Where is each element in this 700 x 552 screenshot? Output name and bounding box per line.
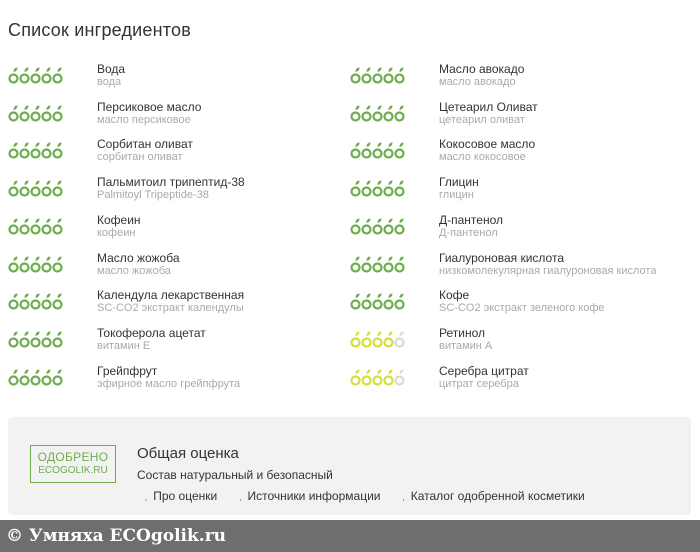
- rating-leaves: [8, 104, 63, 124]
- ingredient-inci: витамин Е: [97, 340, 151, 352]
- ingredient-inci: масло кокосовое: [439, 151, 526, 163]
- ingredient-name: Масло авокадо: [439, 62, 525, 76]
- ingredient-inci: низкомолекулярная гиалуроновая кислота: [439, 265, 657, 277]
- ingredient-name: Д-пантенол: [439, 213, 503, 227]
- leaf-icon: [41, 66, 52, 86]
- leaf-icon: [383, 368, 394, 388]
- leaf-icon: [19, 179, 30, 199]
- ingredient-name: Пальмитоил трипептид-38: [97, 175, 245, 189]
- leaf-icon: [350, 330, 361, 350]
- rating-leaves: [350, 66, 405, 86]
- ingredient-item[interactable]: [97, 326, 357, 353]
- leaf-icon: [383, 255, 394, 275]
- leaf-icon: [350, 66, 361, 86]
- leaf-icon: [383, 66, 394, 86]
- leaf-icon: [19, 217, 30, 237]
- ingredient-name: Сорбитан оливат: [97, 137, 193, 151]
- info-links: [145, 489, 585, 503]
- ingredient-item[interactable]: [439, 251, 699, 278]
- leaf-icon: [52, 141, 63, 161]
- ingredient-inci: масло авокадо: [439, 76, 516, 88]
- leaf-icon: [41, 104, 52, 124]
- ingredient-item[interactable]: [97, 62, 357, 89]
- leaf-icon: [394, 330, 405, 350]
- link-about-ratings[interactable]: ‚ Про оценки: [145, 489, 217, 503]
- link-approved-catalog[interactable]: ‚ Каталог одобренной косметики: [402, 489, 584, 503]
- ingredient-inci: масло жожоба: [97, 265, 171, 277]
- ingredient-item[interactable]: [97, 213, 357, 240]
- leaf-icon: [350, 104, 361, 124]
- leaf-icon: [350, 368, 361, 388]
- leaf-icon: [30, 217, 41, 237]
- leaf-icon: [8, 104, 19, 124]
- leaf-icon: [8, 330, 19, 350]
- leaf-icon: [52, 330, 63, 350]
- leaf-icon: [361, 66, 372, 86]
- ingredient-name: Кокосовое масло: [439, 137, 536, 151]
- ingredient-item[interactable]: [97, 364, 357, 391]
- leaf-icon: [383, 141, 394, 161]
- leaf-icon: [372, 292, 383, 312]
- leaf-icon: [383, 104, 394, 124]
- ingredient-inci: SC-CO2 экстракт зеленого кофе: [439, 302, 605, 314]
- ingredient-item[interactable]: [439, 175, 699, 202]
- leaf-icon: [372, 255, 383, 275]
- leaf-icon: [394, 104, 405, 124]
- leaf-icon: [372, 179, 383, 199]
- leaf-icon: [41, 255, 52, 275]
- rating-leaves: [350, 292, 405, 312]
- leaf-icon: [19, 141, 30, 161]
- leaf-icon: [8, 368, 19, 388]
- ingredient-inci: сорбитан оливат: [97, 151, 183, 163]
- leaf-icon: [8, 217, 19, 237]
- overall-rating-title: Общая оценка: [137, 445, 239, 462]
- leaf-icon: [350, 141, 361, 161]
- leaf-icon: [30, 368, 41, 388]
- stamp-line-2: ECOGOLIK.RU: [38, 465, 108, 476]
- leaf-icon: [372, 66, 383, 86]
- ingredient-inci: SC-CO2 экстракт календулы: [97, 302, 244, 314]
- leaf-icon: [394, 368, 405, 388]
- leaf-icon: [41, 330, 52, 350]
- leaf-icon: [361, 368, 372, 388]
- leaf-icon: [383, 292, 394, 312]
- approved-stamp: [30, 445, 116, 483]
- rating-leaves: [8, 368, 63, 388]
- leaf-icon: [361, 255, 372, 275]
- leaf-icon: [19, 330, 30, 350]
- leaf-icon: [30, 292, 41, 312]
- ingredient-item[interactable]: [439, 137, 699, 164]
- leaf-icon: [52, 66, 63, 86]
- ingredient-name: Масло жожоба: [97, 251, 180, 265]
- leaf-icon: [30, 141, 41, 161]
- leaf-icon: [361, 330, 372, 350]
- ingredient-item[interactable]: [439, 288, 699, 315]
- ingredient-name: Цетеарил Оливат: [439, 100, 538, 114]
- ingredient-name: Серебра цитрат: [439, 364, 529, 378]
- leaf-icon: [19, 368, 30, 388]
- leaf-icon: [372, 330, 383, 350]
- leaf-icon: [383, 217, 394, 237]
- leaf-icon: [52, 104, 63, 124]
- summary-panel: [8, 417, 691, 515]
- stamp-line-1: ОДОБРЕНО: [37, 450, 109, 464]
- ingredient-item[interactable]: [439, 213, 699, 240]
- ingredient-inci: витамин А: [439, 340, 493, 352]
- ingredient-name: Календула лекарственная: [97, 288, 245, 302]
- leaf-icon: [8, 179, 19, 199]
- ingredient-inci: цитрат серебра: [439, 378, 519, 390]
- leaf-icon: [394, 179, 405, 199]
- rating-leaves: [350, 217, 405, 237]
- leaf-icon: [30, 66, 41, 86]
- ingredient-name: Грейпфрут: [97, 364, 158, 378]
- leaf-icon: [41, 141, 52, 161]
- rating-leaves: [8, 179, 63, 199]
- leaf-icon: [52, 368, 63, 388]
- rating-leaves: [8, 255, 63, 275]
- ingredient-inci: глицин: [439, 189, 474, 201]
- leaf-icon: [41, 368, 52, 388]
- leaf-icon: [30, 179, 41, 199]
- rating-leaves: [350, 368, 405, 388]
- leaf-icon: [394, 66, 405, 86]
- rating-leaves: [350, 330, 405, 350]
- watermark-text: © Умняха ECOgolik.ru: [6, 526, 227, 546]
- ingredient-inci: Palmitoyl Tripeptide-38: [97, 189, 209, 201]
- ingredient-name: Вода: [97, 62, 126, 76]
- leaf-icon: [350, 292, 361, 312]
- leaf-icon: [361, 141, 372, 161]
- leaf-icon: [52, 292, 63, 312]
- leaf-icon: [394, 255, 405, 275]
- leaf-icon: [41, 217, 52, 237]
- leaf-icon: [8, 255, 19, 275]
- ingredient-name: Кофе: [439, 288, 470, 302]
- rating-leaves: [8, 217, 63, 237]
- leaf-icon: [8, 292, 19, 312]
- ingredient-name: Токоферола ацетат: [97, 326, 206, 340]
- rating-leaves: [8, 292, 63, 312]
- rating-leaves: [8, 141, 63, 161]
- leaf-icon: [19, 104, 30, 124]
- rating-leaves: [350, 141, 405, 161]
- ingredient-inci: масло персиковое: [97, 114, 191, 126]
- leaf-icon: [372, 141, 383, 161]
- leaf-icon: [41, 179, 52, 199]
- leaf-icon: [30, 104, 41, 124]
- leaf-icon: [52, 217, 63, 237]
- leaf-icon: [361, 292, 372, 312]
- ingredient-name: Гиалуроновая кислота: [439, 251, 564, 265]
- leaf-icon: [350, 255, 361, 275]
- overall-rating-description: Состав натуральный и безопасный: [137, 468, 333, 482]
- watermark-bar: [0, 520, 700, 552]
- ingredient-name: Персиковое масло: [97, 100, 202, 114]
- leaf-icon: [383, 179, 394, 199]
- leaf-icon: [19, 66, 30, 86]
- ingredient-item[interactable]: [97, 175, 357, 202]
- ingredient-item[interactable]: [439, 100, 699, 127]
- ingredient-item[interactable]: [439, 62, 699, 89]
- ingredient-inci: эфирное масло грейпфрута: [97, 378, 241, 390]
- leaf-icon: [394, 217, 405, 237]
- leaf-icon: [372, 104, 383, 124]
- leaf-icon: [361, 217, 372, 237]
- leaf-icon: [41, 292, 52, 312]
- rating-leaves: [8, 330, 63, 350]
- leaf-icon: [30, 255, 41, 275]
- leaf-icon: [372, 217, 383, 237]
- page-title: Список ингредиентов: [8, 20, 192, 40]
- leaf-icon: [52, 179, 63, 199]
- ingredient-name: Ретинол: [439, 326, 485, 340]
- leaf-icon: [8, 66, 19, 86]
- rating-leaves: [8, 66, 63, 86]
- leaf-icon: [19, 292, 30, 312]
- leaf-icon: [52, 255, 63, 275]
- ingredient-item[interactable]: [97, 100, 357, 127]
- ingredient-item[interactable]: [97, 288, 357, 315]
- leaf-icon: [394, 141, 405, 161]
- ingredient-item[interactable]: [439, 364, 699, 391]
- rating-leaves: [350, 179, 405, 199]
- leaf-icon: [361, 104, 372, 124]
- ingredient-inci: цетеарил оливат: [439, 114, 525, 126]
- leaf-icon: [350, 179, 361, 199]
- leaf-icon: [8, 141, 19, 161]
- leaf-icon: [361, 179, 372, 199]
- ingredient-inci: вода: [97, 76, 122, 88]
- rating-leaves: [350, 255, 405, 275]
- leaf-icon: [394, 292, 405, 312]
- link-sources[interactable]: ‚ Источники информации: [239, 489, 380, 503]
- ingredient-name: Глицин: [439, 175, 479, 189]
- leaf-icon: [383, 330, 394, 350]
- leaf-icon: [372, 368, 383, 388]
- leaf-icon: [30, 330, 41, 350]
- rating-leaves: [350, 104, 405, 124]
- ingredient-item[interactable]: [97, 251, 357, 278]
- ingredient-item[interactable]: [439, 326, 699, 353]
- ingredient-inci: Д-пантенол: [439, 227, 498, 239]
- leaf-icon: [350, 217, 361, 237]
- leaf-icon: [19, 255, 30, 275]
- ingredient-name: Кофеин: [97, 213, 141, 227]
- ingredient-inci: кофеин: [97, 227, 136, 239]
- ingredient-item[interactable]: [97, 137, 357, 164]
